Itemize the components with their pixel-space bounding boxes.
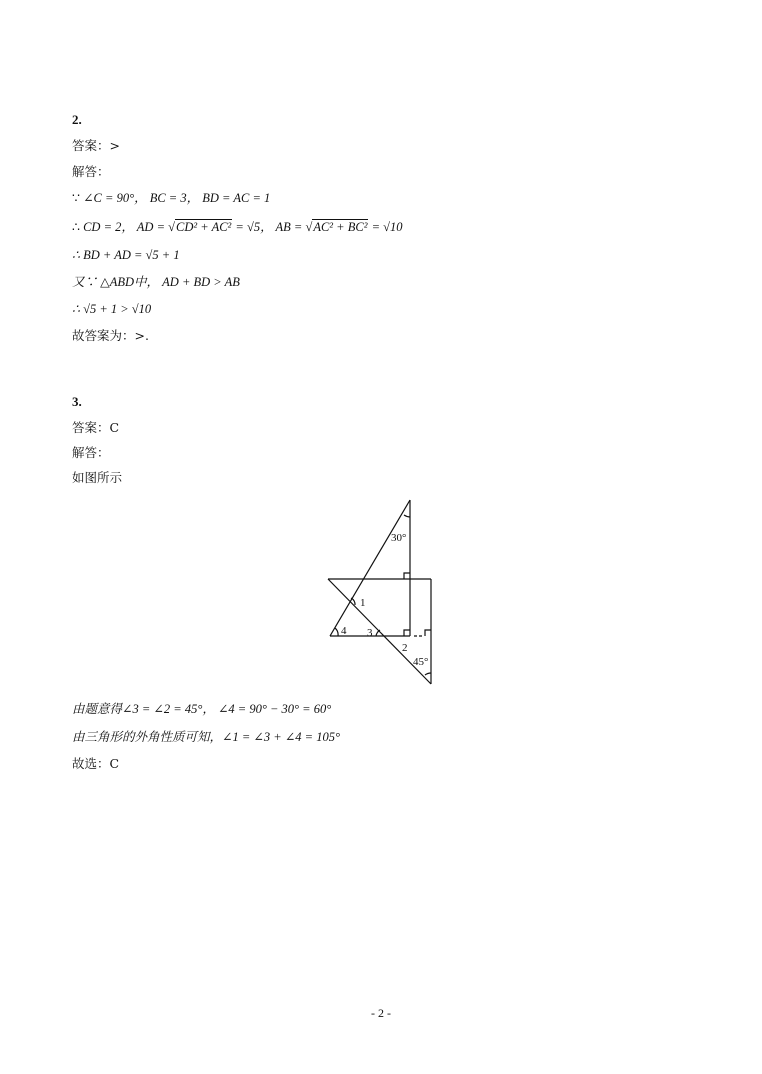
- hypotenuse-30-triangle: [330, 500, 410, 636]
- question-3-as-shown: 如图所示: [72, 470, 123, 485]
- question-2-step4: ∴ √5 + 1 > √10: [72, 302, 152, 316]
- triangle-ruler-diagram: [320, 495, 440, 690]
- right-angle-mark-bottom: [404, 630, 410, 636]
- angle-45-label: 45°: [413, 656, 429, 668]
- sqrt-cd-ac-radicand: CD² + AC²: [176, 220, 232, 234]
- angle-3-label: 3: [367, 627, 373, 639]
- angle-2-label: 2: [402, 642, 408, 654]
- question-2-step1: [72, 219, 403, 235]
- geometry-figure: [320, 495, 440, 690]
- question-3-choice: 故选：C: [72, 756, 120, 771]
- step1-part-c: = √10: [371, 220, 403, 234]
- question-2-conclusion: 故答案为：>.: [72, 328, 149, 343]
- question-2-given: [72, 190, 270, 206]
- because-symbol: ∵: [72, 191, 80, 205]
- question-3-solution-label: 解答：: [72, 445, 110, 460]
- angle-4-label: 4: [341, 625, 347, 637]
- arc-30: [404, 515, 410, 517]
- question-3-line2: 由三角形的外角性质可知，∠1 = ∠3 + ∠4 = 105°: [72, 730, 340, 744]
- right-angle-mark-top: [404, 573, 410, 579]
- question-2-solution-label: 解答：: [72, 164, 110, 179]
- question-3-answer: 答案：C: [72, 420, 120, 435]
- given-text: ∠C = 90°， BC = 3， BD = AC = 1: [83, 191, 271, 205]
- angle-1-label: 1: [360, 597, 366, 609]
- question-2-step2: ∴ BD + AD = √5 + 1: [72, 248, 180, 262]
- arc-3: [376, 630, 380, 636]
- right-angle-mark-right: [425, 630, 431, 636]
- step1-part-b: = √5， AB =: [235, 220, 303, 234]
- therefore-symbol: ∴: [72, 220, 80, 234]
- angle-30-label: 30°: [391, 532, 407, 544]
- question-2-step3: 又∵ △ABD中， AD + BD > AB: [72, 275, 240, 289]
- question-3-line1: 由题意得∠3 = ∠2 = 45°， ∠4 = 90° − 30° = 60°: [72, 702, 332, 716]
- question-2-number: 2.: [72, 112, 82, 127]
- sqrt-ac-bc-radicand: AC² + BC²: [313, 220, 368, 234]
- sqrt-cd-ac: √CD² + AC²: [168, 220, 232, 234]
- page-number: - 2 -: [371, 1006, 391, 1020]
- arc-45: [425, 673, 431, 675]
- question-2-answer: 答案：>: [72, 138, 120, 153]
- step1-part-a: CD = 2， AD =: [83, 220, 165, 234]
- arc-4: [335, 628, 338, 636]
- question-3-number: 3.: [72, 394, 82, 409]
- sqrt-ac-bc: √AC² + BC²: [305, 220, 368, 234]
